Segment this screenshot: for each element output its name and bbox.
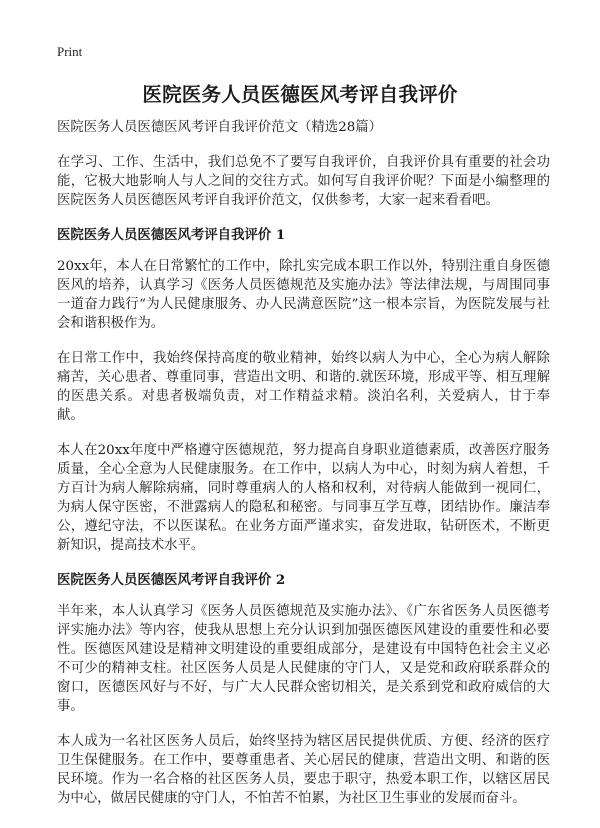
section-1-paragraph-2: 在日常工作中，我始终保持高度的敬业精神，始终以病人为中心，全心为病人解除痛苦，关心患者、尊重同事，营造出文明、和谐的.就医环境，形成平等、相互理解的医患关系。对患者极端负责，对工作精益求精。淡泊名利，关爱病人，甘于奉献。 xyxy=(57,351,550,423)
print-link[interactable]: Print xyxy=(57,44,83,59)
document-body xyxy=(57,119,550,824)
document-subtitle: 医院医务人员医德医风考评自我评价范文（精选28篇） xyxy=(57,120,383,135)
section-2-paragraph-1: 半年来，本人认真学习《医务人员医德规范及实施办法》、《广东省医务人员医德考评实施办法》等内容，使我从思想上充分认识到加强医德医风建设的重要性和必要性。医德医风建设是精神文明建设的重要组成部分，是建设有中国特色社会主义必不可少的精神支柱。社区医务人员是人民健康的守门人，又是党和政府联系群众的窗口，医德医风好与不好，与广大人民群众密切相关，是关系到党和政府威信的大事。 xyxy=(57,604,550,714)
section-heading-2: 医院医务人员医德医风考评自我评价 2 xyxy=(57,572,286,588)
section-2-paragraph-2: 本人成为一名社区医务人员后，始终坚持为辖区居民提供优质、方便、经济的医疗卫生保健服务。在工作中，要尊重患者、关心居民的健康，营造出文明、和谐的医民环境。作为一名合格的社区医务人员，要忠于职守，热爱本职工作，以辖区居民为中心，做居民健康的守门人，不怕苦不怕累，为社区卫生事业的发展而奋斗。 xyxy=(57,734,550,806)
intro-paragraph: 在学习、工作、生活中，我们总免不了要写自我评价，自我评价具有重要的社会功能，它极大地影响人与人之间的交往方式。如何写自我评价呢？下面是小编整理的医院医务人员医德医风考评自我评价范文，仅供参考，大家一起来看看吧。 xyxy=(57,155,550,208)
page-title: 医院医务人员医德医风考评自我评价 xyxy=(142,83,458,106)
section-1-paragraph-1: 20xx年，本人在日常繁忙的工作中，除扎实完成本职工作以外，特别注重自身医德医风的培养，认真学习《医务人员医德规范及实施办法》等法律法规，与周围同事一道奋力践行“为人民健康服务、办人民满意医院”这一根本宗旨，为医院发展与社会和谐积极作为。 xyxy=(57,259,550,331)
section-heading-1: 医院医务人员医德医风考评自我评价 1 xyxy=(57,227,286,243)
section-1-paragraph-3: 本人在20xx年度中严格遵守医德规范，努力提高自身职业道德素质，改善医疗服务质量，全心全意为人民健康服务。在工作中，以病人为中心，时刻为病人着想，千方百计为病人解除病痛，同时尊重病人的人格和权利，对待病人能做到一视同仁，为病人保守医密，不泄露病人的隐私和秘密。与同事互学互尊，团结协作。廉洁奉公，遵纪守法，不以医谋私。在业务方面严谨求实，奋发进取，钻研医术，不断更新知识，提高技术水平。 xyxy=(57,443,550,553)
